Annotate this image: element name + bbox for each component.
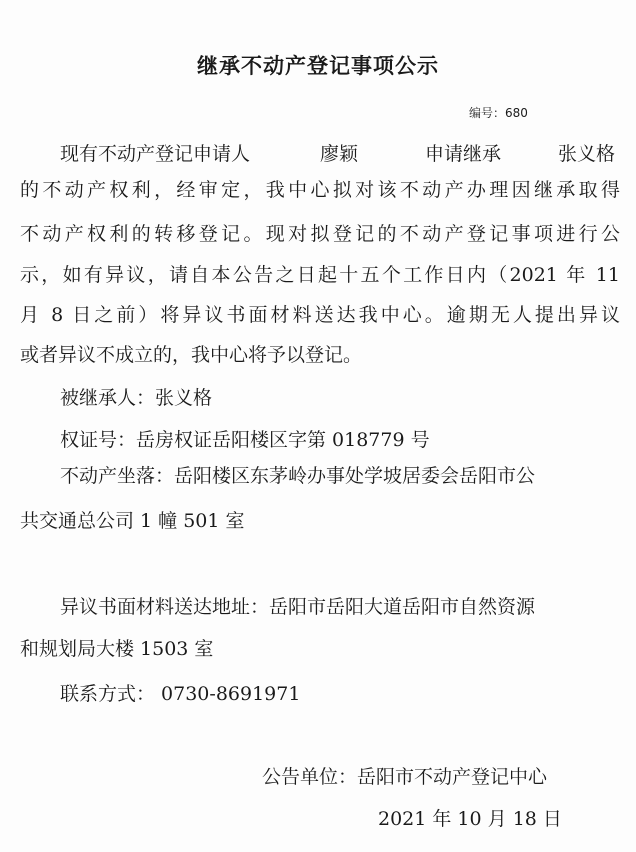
objection-address-line-2: 和规划局大楼 1503 室 xyxy=(20,638,214,660)
issuer-signature: 公告单位：岳阳市不动产登记中心 xyxy=(262,766,548,788)
paragraph-line-3: 不动产权利的转移登记。现对拟登记的不动产登记事项进行公 xyxy=(20,223,620,245)
paragraph-line-5: 月 8 日之前）将异议书面材料送达我中心。逾期无人提出异议 xyxy=(20,304,620,326)
page-title: 继承不动产登记事项公示 xyxy=(197,54,439,78)
contact-field: 联系方式： 0730-8691971 xyxy=(60,683,301,705)
decedent-inline: 张义格 xyxy=(558,143,616,165)
issue-date: 2021 年 10 月 18 日 xyxy=(378,808,562,830)
paragraph-line-6: 或者异议不成立的，我中心将予以登记。 xyxy=(20,344,363,366)
objection-address-line-1: 异议书面材料送达地址：岳阳市岳阳大道岳阳市自然资源 xyxy=(60,596,536,618)
paragraph-lead: 现有不动产登记申请人 xyxy=(60,143,251,165)
document-number: 编号：680 xyxy=(469,106,528,120)
location-field-line-2: 共交通总公司 1 幢 501 室 xyxy=(20,510,245,532)
decedent-field: 被继承人：张义格 xyxy=(60,387,213,409)
location-field-line-1: 不动产坐落：岳阳楼区东茅岭办事处学坡居委会岳阳市公 xyxy=(60,465,536,487)
applicant-name: 廖颖 xyxy=(320,143,359,165)
certificate-field: 权证号：岳房权证岳阳楼区字第 018779 号 xyxy=(60,429,430,451)
paragraph-line-4: 示，如有异议，请自本公告之日起十五个工作日内（2021 年 11 xyxy=(20,264,620,286)
paragraph-line-1 xyxy=(60,141,250,167)
paragraph-line-2: 的不动产权利，经审定，我中心拟对该不动产办理因继承取得 xyxy=(20,179,620,201)
apply-phrase: 申请继承 xyxy=(425,143,502,165)
